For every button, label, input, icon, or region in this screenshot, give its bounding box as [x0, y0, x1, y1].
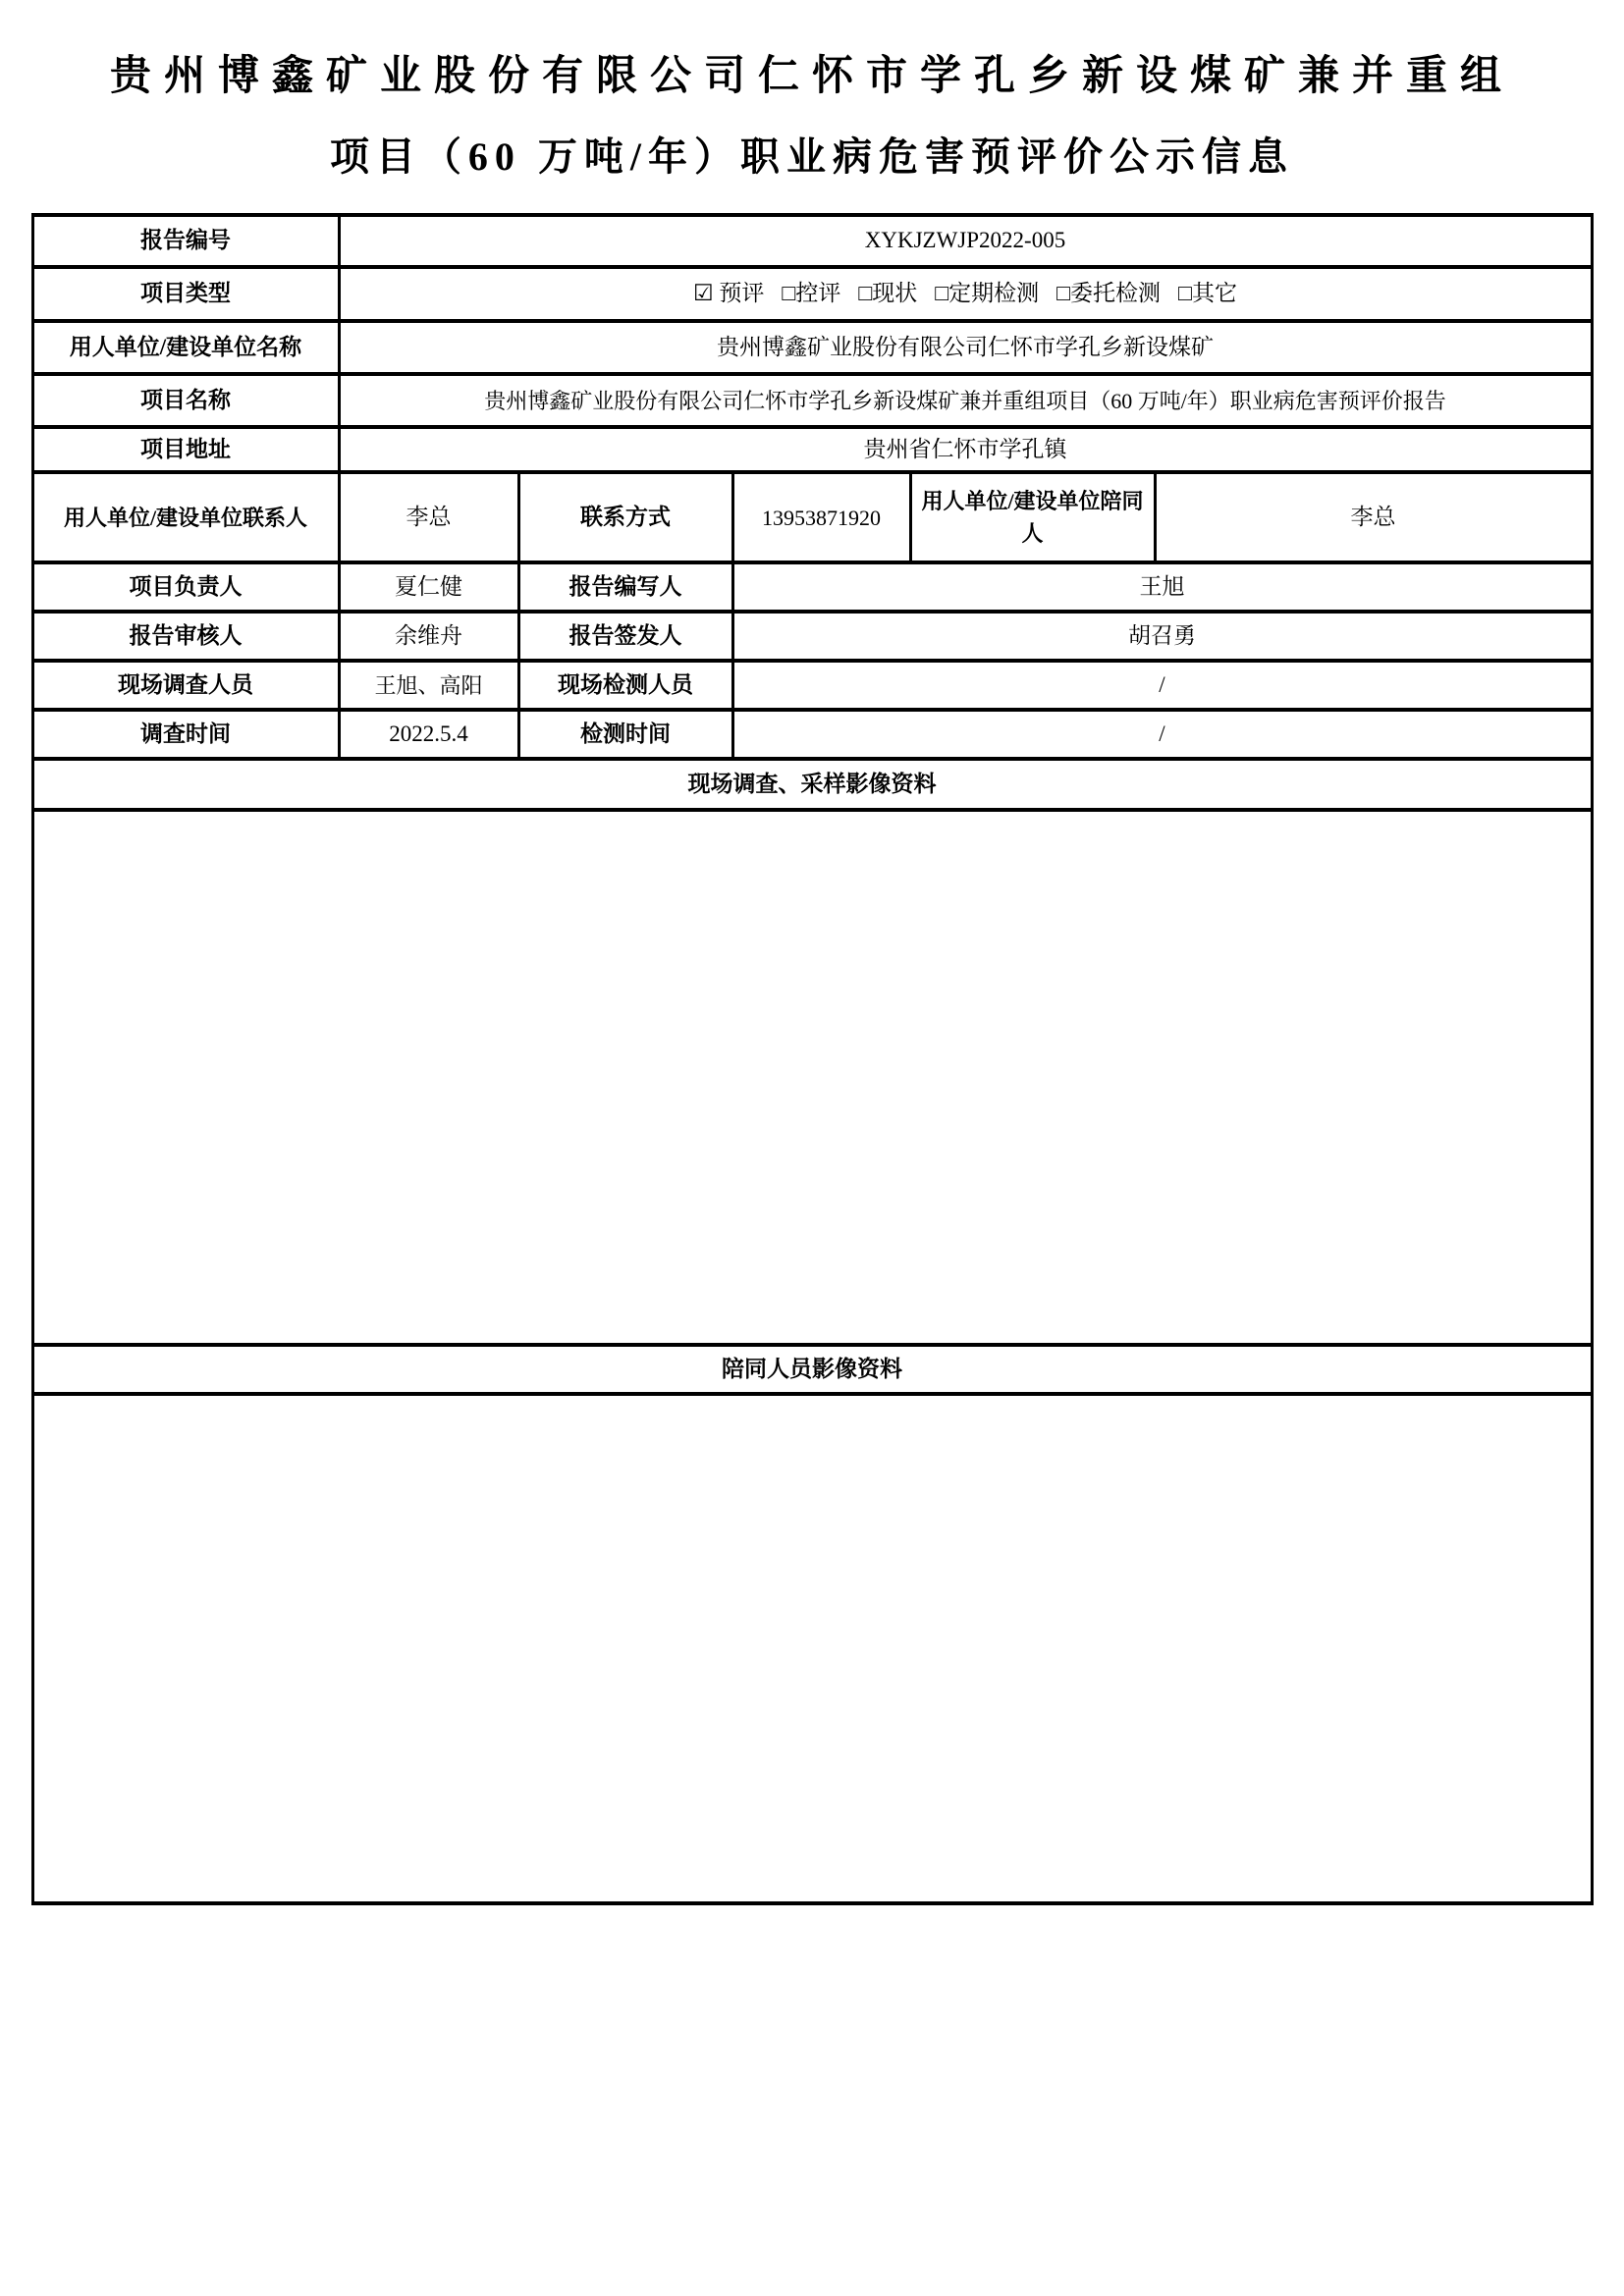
project-type-label: 项目类型	[32, 267, 339, 321]
escort-photos-section-title: 陪同人员影像资料	[32, 1345, 1592, 1394]
detect-time-value: /	[732, 710, 1592, 759]
row-escort-photos-header	[32, 1345, 1592, 1394]
checkbox-checked-option: ☑ 预评	[693, 281, 765, 306]
employer-name-value: 贵州博鑫矿业股份有限公司仁怀市学孔乡新设煤矿	[339, 321, 1592, 374]
row-project-type	[32, 267, 1592, 321]
issuer-label: 报告签发人	[518, 612, 732, 661]
reviewer-label: 报告审核人	[32, 612, 339, 661]
row-escort-photos-area	[32, 1394, 1592, 1903]
checkbox-unchecked-option: □其它	[1178, 281, 1237, 306]
row-review	[32, 612, 1592, 661]
detect-staff-label: 现场检测人员	[518, 661, 732, 710]
survey-time-label: 调查时间	[32, 710, 339, 759]
row-contact	[32, 472, 1592, 562]
leader-value: 夏仁健	[339, 562, 518, 612]
contact-label: 用人单位/建设单位联系人	[32, 472, 339, 562]
escort-label: 用人单位/建设单位陪同人	[910, 472, 1155, 562]
checkbox-unchecked-option: □现状	[858, 281, 918, 306]
phone-label: 联系方式	[518, 472, 732, 562]
issuer-value: 胡召勇	[732, 612, 1592, 661]
leader-label: 项目负责人	[32, 562, 339, 612]
survey-time-value: 2022.5.4	[339, 710, 518, 759]
escort-photos-area	[32, 1394, 1592, 1903]
phone-value: 13953871920	[732, 472, 910, 562]
row-site-photos-area	[32, 810, 1592, 1345]
report-no-value: XYKJZWJP2022-005	[339, 215, 1592, 267]
info-table	[31, 213, 1594, 1905]
reviewer-value: 余维舟	[339, 612, 518, 661]
site-photos-section-title: 现场调查、采样影像资料	[32, 759, 1592, 810]
escort-value: 李总	[1155, 472, 1592, 562]
doc-title-line2: 项目（60 万吨/年）职业病危害预评价公示信息	[329, 134, 1295, 179]
row-employer-name	[32, 321, 1592, 374]
employer-name-label: 用人单位/建设单位名称	[32, 321, 339, 374]
row-project-address	[32, 427, 1592, 472]
row-survey	[32, 661, 1592, 710]
contact-value: 李总	[339, 472, 518, 562]
checkbox-unchecked-option: □控评	[782, 281, 841, 306]
survey-staff-value: 王旭、高阳	[339, 661, 518, 710]
row-project-name	[32, 374, 1592, 427]
detect-time-label: 检测时间	[518, 710, 732, 759]
project-address-label: 项目地址	[32, 427, 339, 472]
project-name-label: 项目名称	[32, 374, 339, 427]
writer-label: 报告编写人	[518, 562, 732, 612]
doc-title-line1: 贵州博鑫矿业股份有限公司仁怀市学孔乡新设煤矿兼并重组	[109, 54, 1514, 99]
row-time	[32, 710, 1592, 759]
site-photos-area	[32, 810, 1592, 1345]
checkbox-unchecked-option: □定期检测	[935, 281, 1040, 306]
survey-staff-label: 现场调查人员	[32, 661, 339, 710]
checkbox-unchecked-option: □委托检测	[1056, 281, 1162, 306]
writer-value: 王旭	[732, 562, 1592, 612]
project-address-value: 贵州省仁怀市学孔镇	[339, 427, 1592, 472]
project-type-options	[339, 267, 1592, 321]
row-report-no	[32, 215, 1592, 267]
report-no-label: 报告编号	[32, 215, 339, 267]
project-name-value: 贵州博鑫矿业股份有限公司仁怀市学孔乡新设煤矿兼并重组项目（60 万吨/年）职业病危害预评价报告	[339, 374, 1592, 427]
detect-staff-value: /	[732, 661, 1592, 710]
row-site-photos-header	[32, 759, 1592, 810]
row-leader	[32, 562, 1592, 612]
